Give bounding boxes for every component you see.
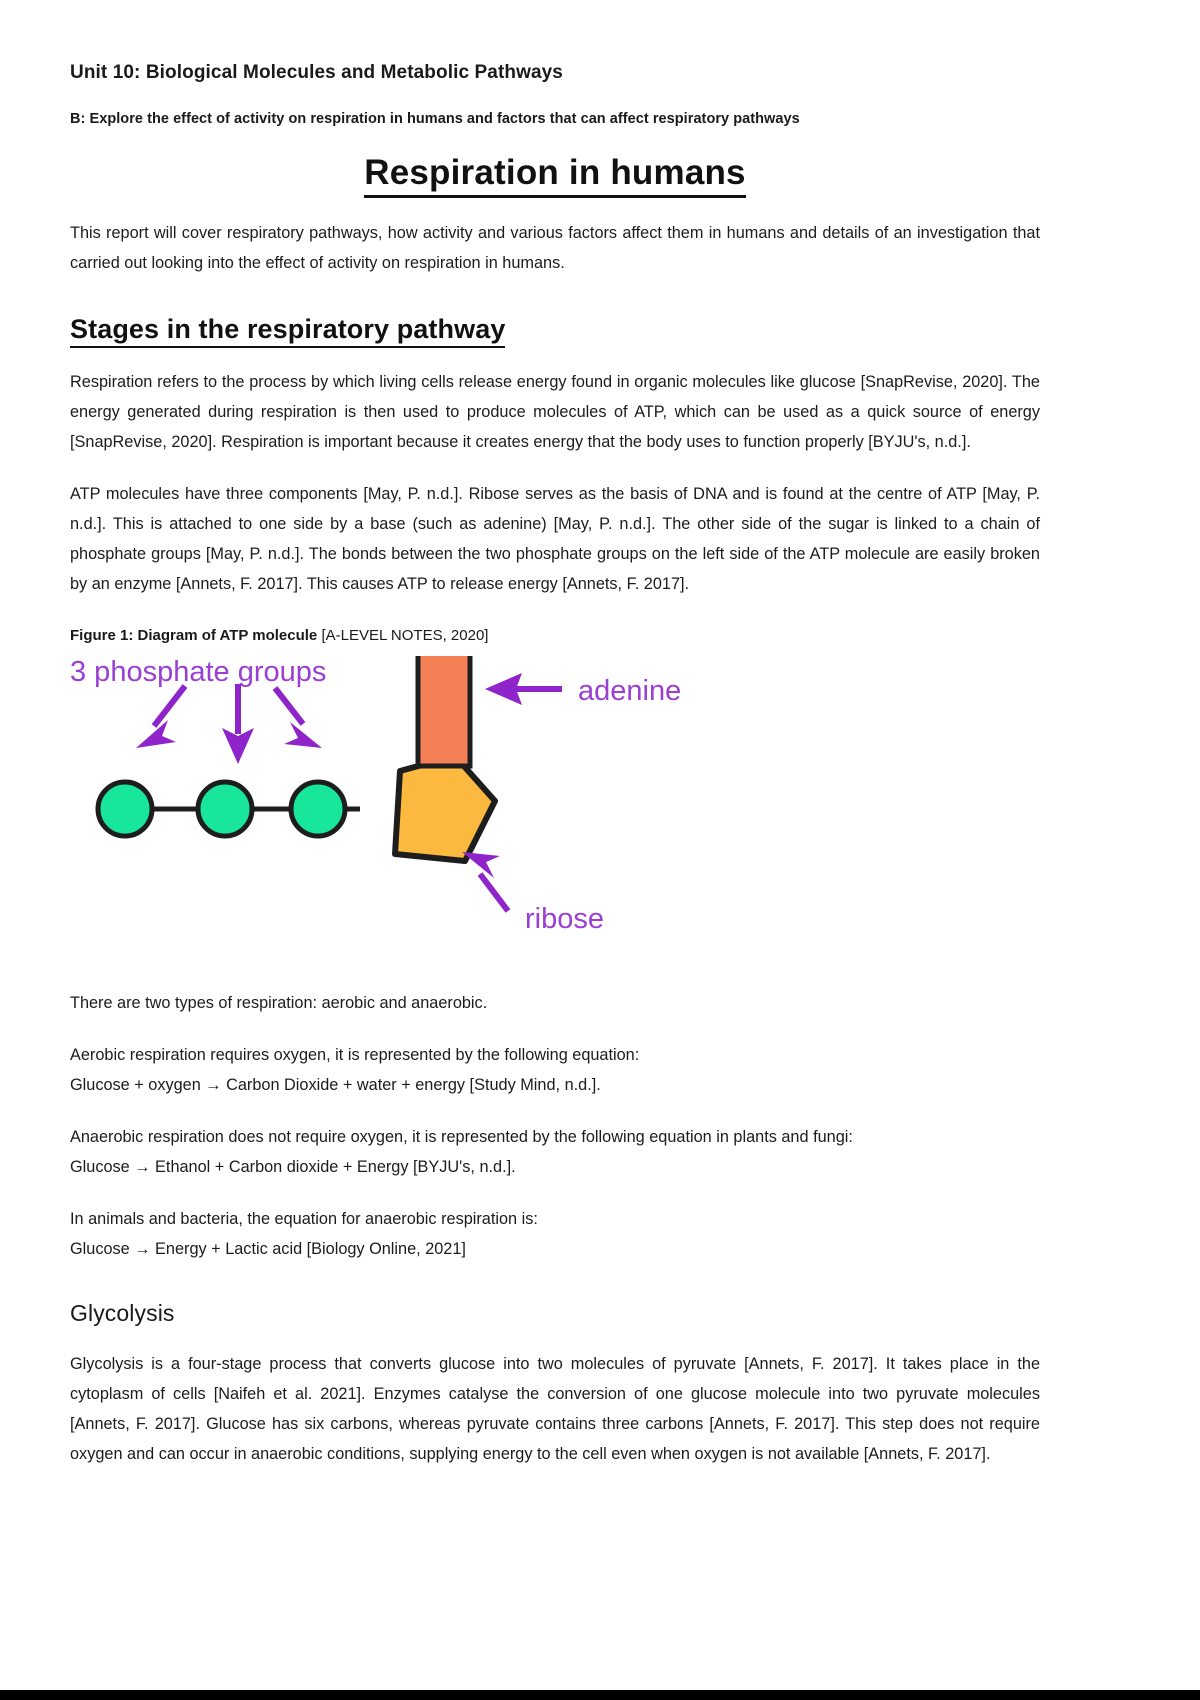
figure-1-caption-source: [A-LEVEL NOTES, 2020] (317, 627, 489, 644)
section-heading-stages-text: Stages in the respiratory pathway (70, 314, 505, 348)
phosphate-circle-1 (98, 782, 152, 836)
aerobic-intro-line: Aerobic respiration requires oxygen, it is represented by the following equation: (70, 1046, 640, 1064)
phosphate-circle-2 (198, 782, 252, 836)
animal-anaerobic-block (70, 1182, 1040, 1264)
ribose-pentagon (395, 756, 495, 861)
stages-paragraph-1: Respiration refers to the process by which living cells release energy found in organic molecules like glucose [SnapRevise, 2020]. The energy generated during respiration is then used to produce molecules of ATP, which can be used as a quick source of energy [SnapRevise, 2020]. Respiration is important because it creates energy that the body uses to function properly [BYJU's, n.d.]. (70, 373, 1040, 451)
page-title (70, 127, 1040, 193)
section-heading-glycolysis: Glycolysis (70, 1300, 175, 1326)
anaerobic-equation-line: Glucose → Ethanol + Carbon dioxide + Energy [BYJU's, n.d.]. (70, 1158, 516, 1176)
figure-1-caption-label: Figure 1: Diagram of ATP molecule (70, 627, 318, 644)
document-content (70, 0, 1040, 1469)
animals-equation-line: Glucose → Energy + Lactic acid [Biology Online, 2021] (70, 1240, 466, 1258)
page-title-text: Respiration in humans (364, 153, 745, 198)
assignment-brief-line: B: Explore the effect of activity on respiration in humans and factors that can affect respiratory pathways (70, 111, 800, 127)
unit-heading: Unit 10: Biological Molecules and Metabolic Pathways (70, 62, 563, 83)
figure-label-adenine: adenine (578, 675, 682, 707)
aerobic-equation-line: Glucose + oxygen → Carbon Dioxide + water + energy [Study Mind, n.d.]. (70, 1076, 601, 1094)
phosphate-arrow-middle-icon (222, 684, 254, 764)
stages-paragraph-2: ATP molecules have three components [May, P. n.d.]. Ribose serves as the basis of DNA and is found at the centre of ATP [May, P. n.d.]. This is attached to one side by a base (such as adenine) [May, P. n.d.]. The other side of the sugar is linked to a chain of phosphate groups [May, P. n.d.]. The bonds between the two phosphate groups on the left side of the ATP molecule are easily broken by an enzyme [Annets, F. 2017]. This causes ATP to release energy [Annets, F. 2017]. (70, 485, 1040, 593)
phosphate-arrow-right-icon (275, 688, 322, 748)
section-heading-stages (70, 278, 1040, 345)
animals-intro-line: In animals and bacteria, the equation for anaerobic respiration is: (70, 1210, 538, 1228)
respiration-types-paragraph: There are two types of respiration: aerobic and anaerobic. (70, 994, 488, 1012)
figure-label-ribose: ribose (525, 903, 604, 935)
atp-molecule-svg (70, 656, 770, 966)
phosphate-circle-3 (291, 782, 345, 836)
anaerobic-intro-line: Anaerobic respiration does not require oxygen, it is represented by the following equation in plants and fungi: (70, 1128, 853, 1146)
phosphate-arrow-left-icon (136, 686, 185, 748)
ribose-arrow-icon (462, 852, 508, 911)
intro-paragraph: This report will cover respiratory pathways, how activity and various factors affect them in humans and details of an investigation that carried out looking into the effect of activity on respiration in humans. (70, 224, 1040, 272)
figure-1-caption (70, 599, 1040, 644)
page-bottom-bar (0, 1690, 1200, 1700)
adenine-rectangle (418, 656, 470, 766)
anaerobic-respiration-block (70, 1100, 1040, 1182)
figure-label-phosphate-groups: 3 phosphate groups (70, 656, 327, 688)
adenine-arrow-icon (485, 673, 562, 705)
figure-1-atp-diagram (70, 656, 1040, 966)
glycolysis-paragraph: Glycolysis is a four-stage process that converts glucose into two molecules of pyruvate [Annets, F. 2017]. It takes place in the cytoplasm of cells [Naifeh et al. 2021]. Enzymes catalyse the conversion of one glucose molecule into two pyruvate molecules [Annets, F. 2017]. Glucose has six carbons, whereas pyruvate contains three carbons [Annets, F. 2017]. This step does not require oxygen and can occur in anaerobic conditions, supplying energy to the cell even when oxygen is not available [Annets, F. 2017]. (70, 1355, 1040, 1463)
aerobic-respiration-block (70, 1018, 1040, 1100)
